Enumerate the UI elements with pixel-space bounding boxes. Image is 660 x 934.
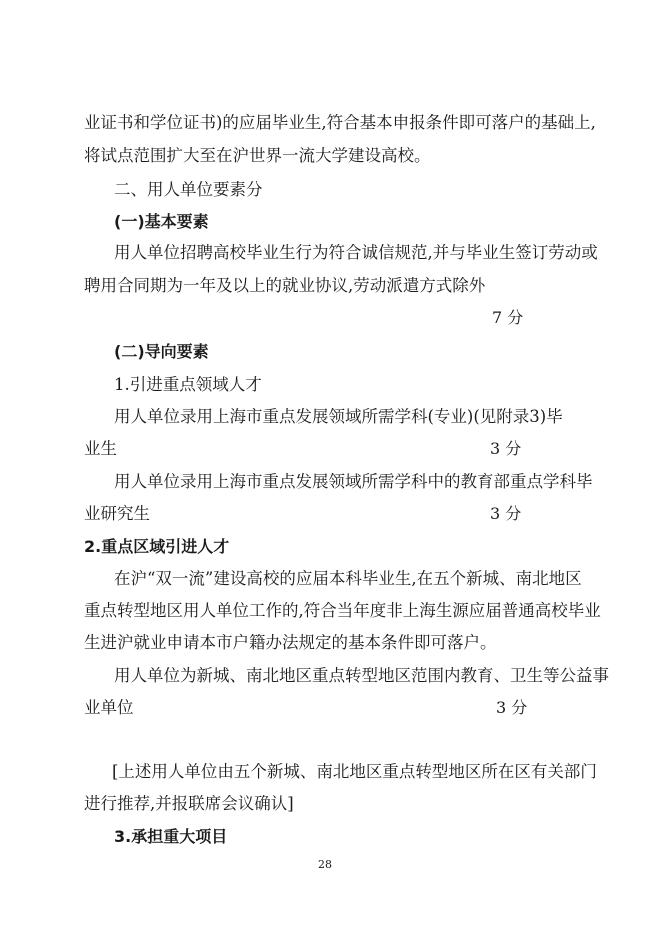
page-number: 28 bbox=[318, 858, 332, 871]
item-heading: 1.引进重点领域人才 bbox=[114, 375, 262, 394]
note-line: 进行推荐,并报联席会议确认] bbox=[84, 794, 294, 813]
item-heading: 2.重点区域引进人才 bbox=[84, 537, 230, 556]
score-value: 3 分 bbox=[490, 439, 522, 458]
text-line: 业研究生 bbox=[84, 504, 150, 523]
text-line: 重点转型地区用人单位工作的,符合当年度非上海生源应届普通高校毕业 bbox=[84, 601, 601, 620]
item-heading: 3.承担重大项目 bbox=[114, 827, 228, 846]
text-line: 在沪“双一流”建设高校的应届本科毕业生,在五个新城、南北地区 bbox=[114, 569, 582, 588]
text-line: 业证书和学位证书)的应届毕业生,符合基本申报条件即可落户的基础上, bbox=[84, 113, 596, 132]
score-value: 3 分 bbox=[496, 698, 528, 717]
text-line: 业生 bbox=[84, 439, 117, 458]
text-line: 用人单位录用上海市重点发展领域所需学科(专业)(见附录3)毕 bbox=[114, 407, 563, 426]
text-line: 业单位 bbox=[84, 698, 134, 717]
text-line: 聘用合同期为一年及以上的就业协议,劳动派遣方式除外 bbox=[84, 276, 486, 295]
text-line: 生进沪就业申请本市户籍办法规定的基本条件即可落户。 bbox=[84, 633, 497, 652]
score-value: 7 分 bbox=[492, 308, 524, 327]
text-line: 将试点范围扩大至在沪世界一流大学建设高校。 bbox=[84, 146, 431, 165]
note-line: [上述用人单位由五个新城、南北地区重点转型地区所在区有关部门 bbox=[112, 762, 597, 781]
score-value: 3 分 bbox=[490, 504, 522, 523]
text-line: 用人单位录用上海市重点发展领域所需学科中的教育部重点学科毕 bbox=[114, 472, 593, 491]
text-line: 用人单位为新城、南北地区重点转型地区范围内教育、卫生等公益事 bbox=[114, 666, 609, 685]
subsection-heading: (二)导向要素 bbox=[114, 342, 209, 361]
section-heading: 二、用人单位要素分 bbox=[114, 180, 263, 199]
subsection-heading: (一)基本要素 bbox=[114, 212, 209, 231]
text-line: 用人单位招聘高校毕业生行为符合诚信规范,并与毕业生签订劳动或 bbox=[114, 243, 598, 262]
